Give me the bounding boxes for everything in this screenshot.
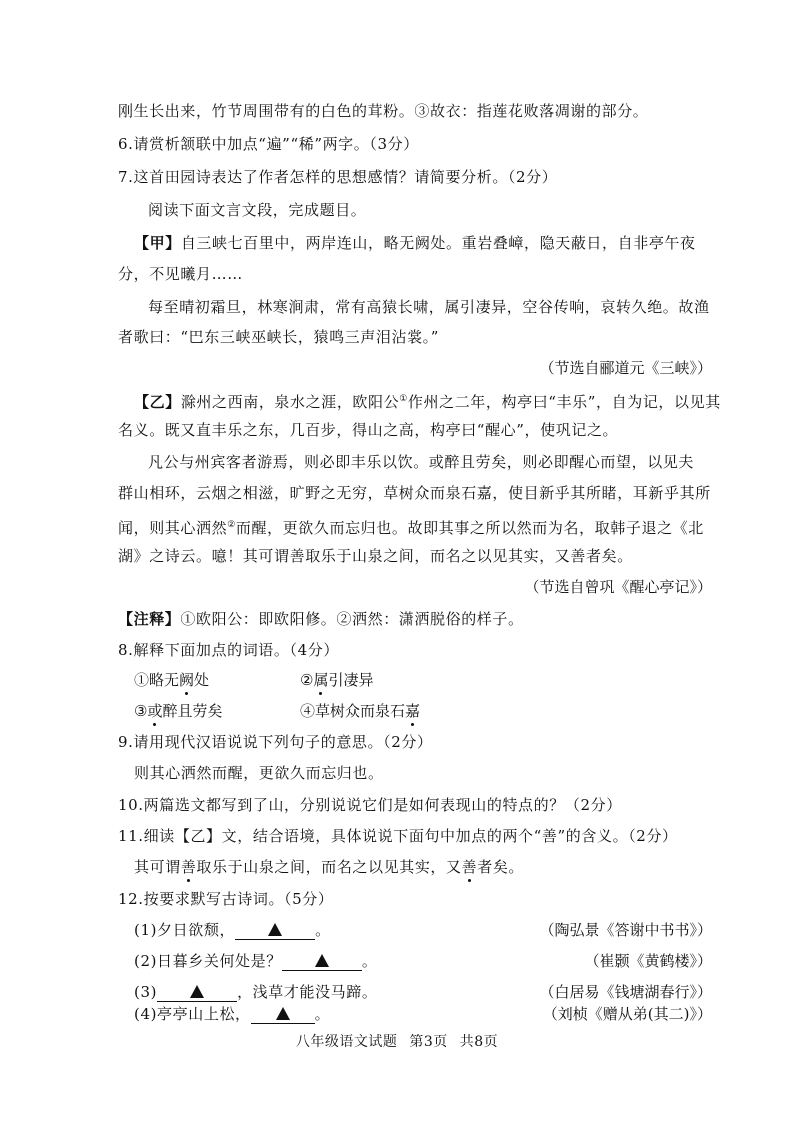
notes-continuation: 刚生长出来，竹节周围带有的白色的茸粉。③故衣：指莲花败落凋谢的部分。 (118, 102, 649, 120)
question-6-text: 6.请赏析颔联中加点“遍”“稀”两字。（3分） (118, 135, 419, 153)
footnote-marker-2: ② (227, 520, 236, 530)
triangle-icon (190, 985, 204, 998)
footnote-marker-1: ① (399, 394, 408, 404)
passage-jia-source: （节选自郦道元《三峡》） (539, 359, 712, 377)
emphasis-dot-char: 或 (147, 702, 163, 720)
passage-jia-label: 【甲】 (134, 234, 181, 252)
question-8-option-2: ②属引凄异 (300, 671, 374, 689)
question-8-option-1: ①略无阙处 (134, 671, 210, 689)
question-7: 7.这首田园诗表达了作者怎样的思想感情？请简要分析。（2分） (118, 168, 558, 186)
annotation-line (118, 609, 716, 629)
passage-yi-line-6: 湖》之诗云。噫！其可谓善取乐于山泉之间，而名之以见其实，又善者矣。 (118, 547, 633, 565)
item-3-suffix: ，浅草才能没马蹄。 (237, 983, 378, 1001)
answer-blank-4[interactable] (251, 1006, 315, 1024)
passage-yi-text-1b: 作州之二年，构亭曰“丰乐”，自为记，以见其 (407, 393, 721, 411)
question-12-stem: 12.按要求默写古诗词。（5分） (118, 890, 334, 908)
emphasis-dot-char: 善 (180, 858, 197, 876)
passage-yi-text-5b: 而醒，更欲久而忘归也。故即其事之所以然而为名，取韩子退之《北 (235, 519, 704, 537)
item-4-suffix: 。 (314, 1005, 331, 1023)
item-2-prefix: (2)日暮乡关何处是？ (134, 952, 282, 970)
emphasis-dot-char: 属 (313, 671, 329, 689)
passage-yi-text-5a: 闻，则其心洒然 (118, 519, 228, 537)
passage-jia-text-1: 自三峡七百里中，两岸连山，略无阙处。重岩叠嶂，隐天蔽日，自非亭午夜 (180, 234, 696, 252)
passage-yi-source: （节选自曾巩《醒心亭记》） (524, 578, 712, 596)
answer-blank-1[interactable] (235, 922, 315, 940)
passage-jia-line-3: 每至晴初霜旦，林寒涧肃，常有高猿长啸，属引凄异，空谷传响，哀转久绝。故渔 (148, 298, 710, 316)
passage-yi-line-4: 群山相环，云烟之相滋，旷野之无穷，草树众而泉石嘉，使目新乎其所睹，耳新乎其所 (118, 484, 711, 502)
item-2-suffix: 。 (361, 952, 378, 970)
item-1-suffix: 。 (315, 921, 331, 939)
passage-yi-label: 【乙】 (134, 393, 181, 411)
question-6 (118, 134, 716, 154)
answer-blank-2[interactable] (282, 953, 362, 971)
triangle-icon (276, 1007, 290, 1020)
footer-title: 八年级语文试题 (295, 1034, 398, 1050)
passage-yi-line-2: 名义。既又直丰乐之东，几百步，得山之高，构亭曰“醒心”，使巩记之。 (118, 421, 619, 439)
item-4-source: （刘桢《赠从弟(其二)》） (542, 1005, 712, 1023)
passage-jia-line-4: 者歌曰：“巴东三峡巫峡长，猿鸣三声泪沾裳。” (118, 328, 440, 346)
item-4-prefix: (4)亭亭山上松， (134, 1005, 251, 1023)
item-2-source: （崔颢《黄鹤楼》） (584, 952, 712, 970)
page-footer (0, 1032, 794, 1052)
triangle-icon (268, 923, 282, 936)
question-11-sentence: 其可谓善取乐于山泉之间，而名之以见其实，又善者矣。 (134, 858, 525, 876)
emphasis-dot-char: 阙 (179, 671, 195, 689)
question-8-option-4: ④草树众而泉石嘉 (300, 702, 421, 720)
item-3-source: （白居易《钱塘湖春行》） (539, 983, 712, 1001)
question-8-option-3: ③或醉且劳矣 (134, 702, 223, 720)
annotation-text: ①欧阳公：即欧阳修。②洒然：潇洒脱俗的样子。 (180, 610, 524, 628)
passage-jia-line-2: 分，不见曦月…… (118, 265, 243, 283)
annotation-label: 【注释】 (118, 610, 181, 628)
question-9-sentence: 则其心洒然而醒，更欲久而忘归也。 (134, 764, 384, 782)
answer-blank-3[interactable] (157, 984, 237, 1002)
passage-yi-line-1 (134, 389, 721, 412)
question-10: 10.两篇选文都写到了山，分别说说它们是如何表现山的特点的？（2分） (118, 796, 622, 814)
triangle-icon (315, 954, 329, 967)
item-3-prefix: (3) (134, 983, 158, 1001)
passage-yi-line-5 (118, 515, 716, 538)
question-8-stem: 8.解释下面加点的词语。（4分） (118, 641, 339, 659)
passage-yi-text-1a: 滁州之西南，泉水之涯，欧阳公 (180, 393, 400, 411)
reading-intro: 阅读下面文言文段，完成题目。 (148, 201, 367, 219)
item-1-prefix: (1)夕日欲颓， (134, 921, 236, 939)
question-11-stem: 11.细读【乙】文，结合语境，具体说说下面句中加点的两个“善”的含义。（2分） (118, 827, 678, 845)
passage-jia-line-1 (134, 233, 716, 253)
footer-page: 第3页 (409, 1034, 448, 1050)
emphasis-dot-char: 善 (461, 858, 478, 876)
footer-total: 共8页 (459, 1034, 499, 1050)
passage-yi-line-3: 凡公与州宾客者游焉，则必即丰乐以饮。或醉且劳矣，则必即醒心而望，以见夫 (148, 453, 695, 471)
question-9-stem: 9.请用现代汉语说说下列句子的意思。（2分） (118, 733, 433, 751)
item-1-source: （陶弘景《答谢中书书》） (539, 921, 712, 939)
emphasis-dot-char: 嘉 (405, 702, 421, 720)
